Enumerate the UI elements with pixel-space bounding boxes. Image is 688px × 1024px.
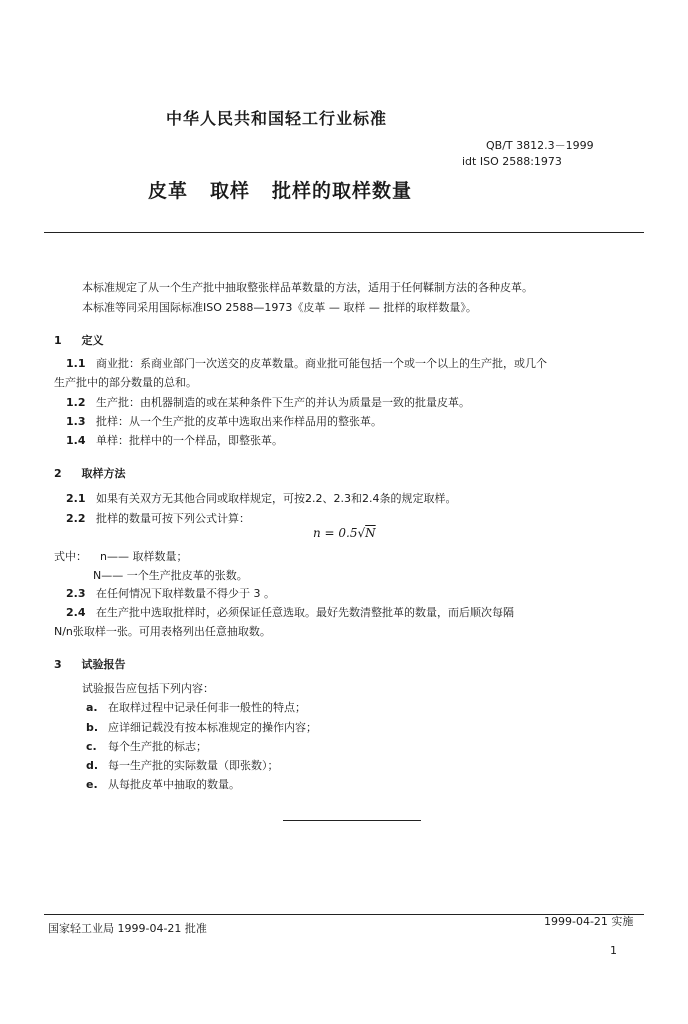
approval-info: 国家轻工业局 1999-04-21 批准 (48, 922, 207, 935)
document-title (148, 176, 412, 203)
clause-number: 1.4 (66, 434, 86, 447)
clause-1-1-continued: 生产批中的部分数量的总和。 (54, 376, 197, 389)
report-item-e (86, 778, 240, 792)
clause-text: 在任何情况下取样数量不得少于 3 。 (96, 587, 275, 600)
section-title: 试验报告 (81, 658, 126, 671)
title-part-1: 皮革 (148, 180, 189, 202)
clause-number: 1.1 (66, 357, 86, 370)
clause-text: 批样：从一个生产批的皮革中选取出来作样品用的整张革。 (96, 415, 382, 428)
clause-number: 1.2 (66, 396, 86, 409)
item-mark: b. (86, 721, 99, 734)
standard-number: QB/T 3812.3－1999 (486, 139, 594, 152)
item-text: 每个生产批的标志； (108, 740, 207, 753)
clause-1-3 (66, 415, 382, 429)
clause-2-4-continued: N/n张取样一张。可用表格列出任意抽取数。 (54, 625, 271, 638)
sample-size-formula: n = 0.5√N (313, 526, 376, 540)
where-label: 式中： (54, 550, 87, 563)
clause-2-3 (66, 587, 275, 601)
item-text: 每一生产批的实际数量（即张数）； (108, 759, 279, 772)
section-number: 3 (54, 658, 62, 671)
page-number: 1 (610, 944, 617, 957)
clause-text: 生产批：由机器制造的或在某种条件下生产的并认为质量是一致的批量皮革。 (96, 396, 470, 409)
end-of-text-rule (283, 820, 421, 821)
clause-text: 如果有关双方无其他合同或取样规定，可按2.2、2.3和2.4条的规定取样。 (96, 492, 457, 505)
clause-number: 1.3 (66, 415, 86, 428)
report-item-a (86, 701, 306, 715)
clause-text: 商业批：系商业部门一次送交的皮革数量。商业批可能包括一个或一个以上的生产批，或几个 (96, 357, 547, 370)
where-N-definition: N—— 一个生产批皮革的张数。 (93, 569, 248, 582)
intro-line-1: 本标准规定了从一个生产批中抽取整张样品革数量的方法，适用于任何鞣制方法的各种皮革。 (82, 281, 533, 294)
clause-1-1 (66, 357, 547, 371)
formula-lhs: n = 0.5 (313, 526, 358, 540)
item-mark: e. (86, 778, 98, 791)
clause-number: 2.4 (66, 606, 86, 619)
intro-line-2: 本标准等同采用国际标准ISO 2588—1973《皮革 — 取样 — 批样的取样数量》。 (82, 301, 477, 314)
report-item-b (86, 721, 317, 735)
clause-number: 2.3 (66, 587, 86, 600)
where-n-definition: n—— 取样数量； (100, 550, 188, 563)
clause-1-2 (66, 396, 470, 410)
section-number: 2 (54, 467, 62, 480)
section-title: 取样方法 (81, 467, 126, 480)
report-item-c (86, 740, 207, 754)
section-title: 定义 (81, 334, 104, 347)
section-1-heading (54, 332, 104, 348)
report-item-d (86, 759, 279, 773)
issuing-body-title: 中华人民共和国轻工行业标准 (166, 109, 388, 128)
clause-number: 2.2 (66, 512, 86, 525)
section-3-heading (54, 656, 126, 672)
clause-2-1 (66, 492, 456, 506)
item-mark: c. (86, 740, 97, 753)
idt-number: idt ISO 2588:1973 (462, 155, 562, 168)
clause-text: 单样：批样中的一个样品，即整张革。 (96, 434, 283, 447)
item-mark: d. (86, 759, 99, 772)
header-divider (44, 232, 644, 233)
formula-radicand: N (365, 526, 376, 540)
item-mark: a. (86, 701, 98, 714)
title-part-3: 批样的取样数量 (272, 180, 413, 202)
item-text: 应详细记载没有按本标准规定的操作内容； (108, 721, 317, 734)
item-text: 在取样过程中记录任何非一般性的特点； (108, 701, 306, 714)
implementation-date: 1999-04-21 实施 (544, 915, 634, 928)
item-text: 从每批皮革中抽取的数量。 (108, 778, 240, 791)
clause-1-4 (66, 434, 283, 448)
section-number: 1 (54, 334, 62, 347)
clause-2-4 (66, 606, 514, 620)
section-2-heading (54, 465, 126, 481)
title-part-2: 取样 (210, 180, 251, 202)
report-lead: 试验报告应包括下列内容： (82, 682, 214, 695)
clause-2-2 (66, 512, 250, 526)
clause-text: 在生产批中选取批样时，必须保证任意选取。最好先数清整批革的数量，而后顺次每隔 (96, 606, 514, 619)
clause-number: 2.1 (66, 492, 86, 505)
clause-text: 批样的数量可按下列公式计算： (96, 512, 250, 525)
